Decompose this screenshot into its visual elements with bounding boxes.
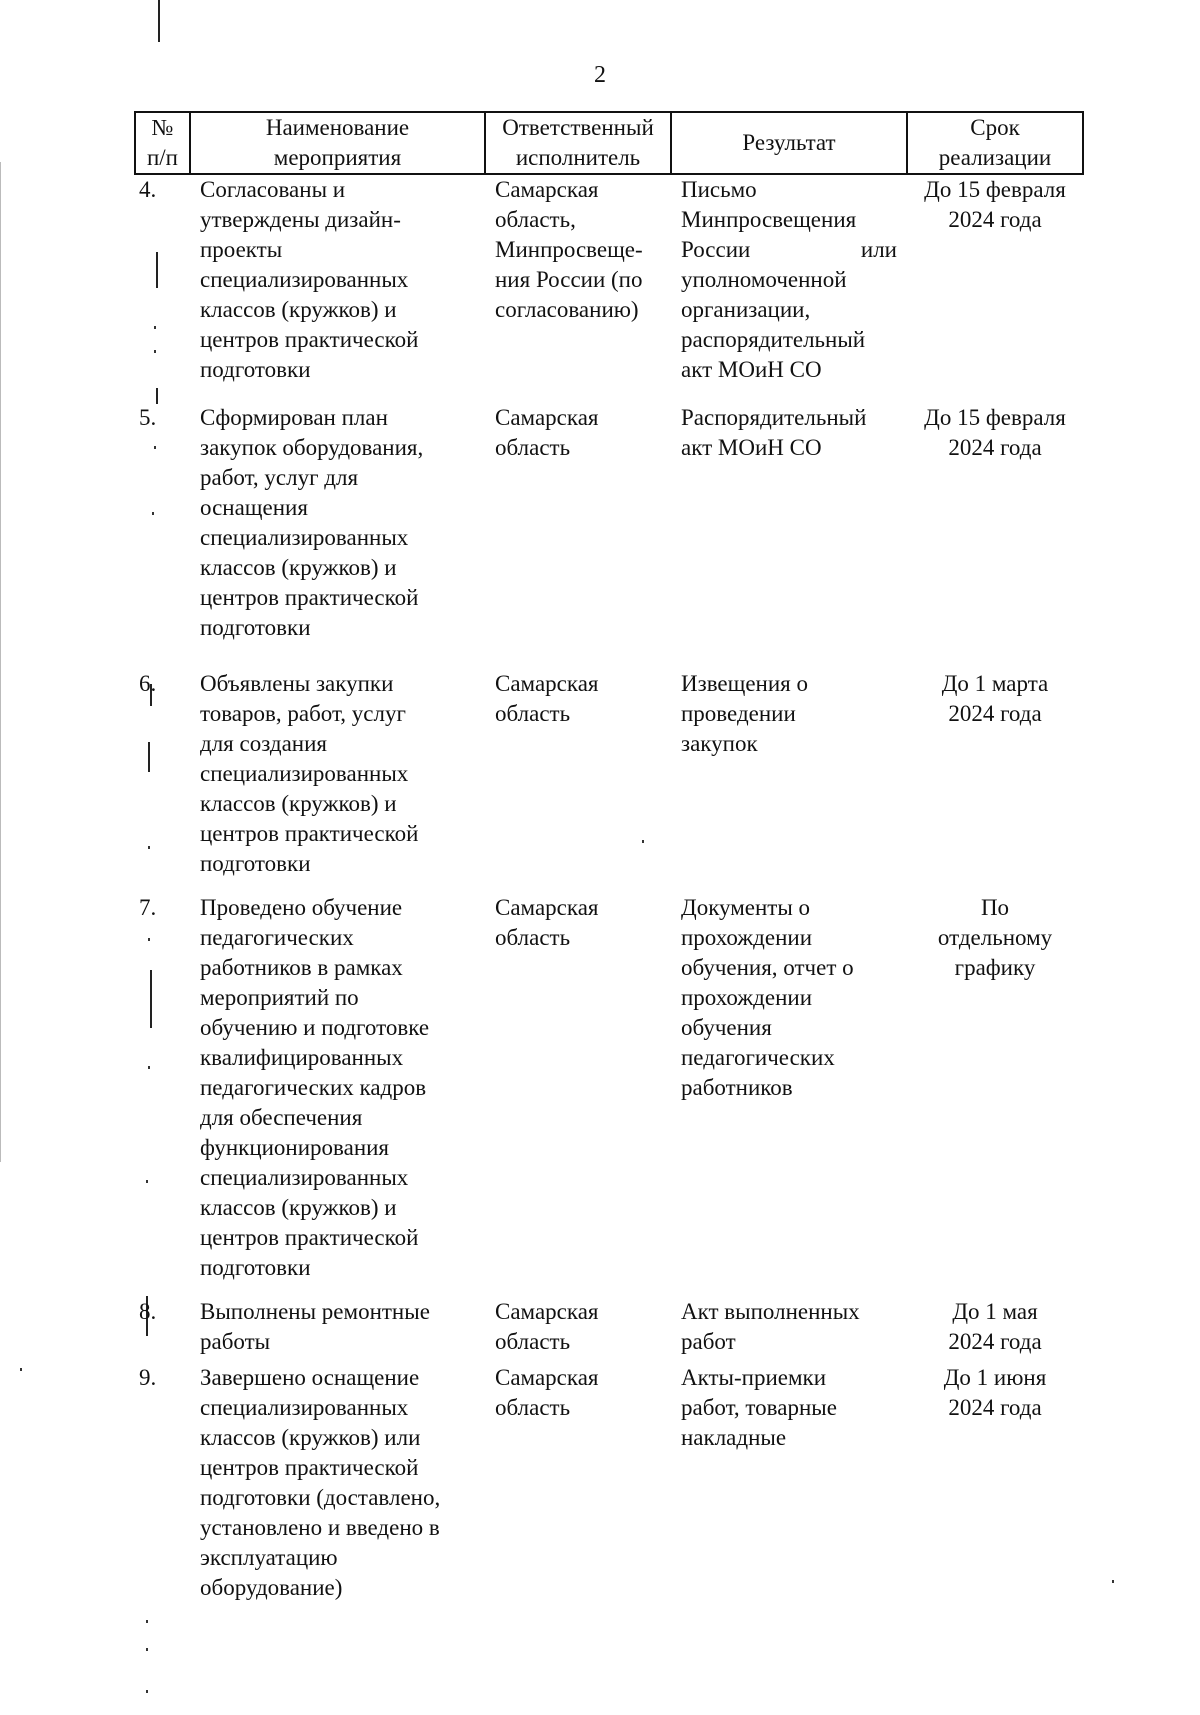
result-line: обучения [681, 1015, 772, 1040]
term-cell [907, 403, 1083, 669]
event-name-line: работников в рамках [200, 955, 403, 980]
result-line: прохождении [681, 985, 813, 1010]
event-name-line: подготовки [200, 615, 311, 640]
event-name-line: центров практической [200, 821, 419, 846]
result-cell [671, 669, 907, 893]
header-responsible-line: исполнитель [515, 145, 641, 170]
event-name-line: оборудование) [200, 1575, 343, 1600]
responsible-line: Самарская [495, 1365, 599, 1390]
event-name-line: классов (кружков) или [200, 1425, 421, 1450]
responsible-line: Самарская [495, 671, 599, 696]
event-name-line: проекты [200, 237, 283, 262]
result-line: педагогических [681, 1045, 835, 1070]
term-line: 2024 года [948, 1329, 1042, 1354]
scan-artifact [20, 1368, 22, 1371]
result-line: Минпросвещения [681, 207, 857, 232]
event-name-line: утверждены дизайн- [200, 207, 401, 232]
term-line: До 1 июня [943, 1365, 1047, 1390]
event-name-line: специализированных [200, 267, 409, 292]
result-line: проведении [681, 701, 796, 726]
event-name-line: Проведено обучение [200, 895, 403, 920]
scan-artifact [0, 162, 1, 1162]
term-cell [907, 893, 1083, 1297]
event-name-line: Завершено оснащение [200, 1365, 420, 1390]
row-number-cell [135, 1297, 190, 1363]
responsible-line: область [495, 435, 571, 460]
responsible-cell [485, 1297, 671, 1363]
term-line: До 1 мая [952, 1299, 1038, 1324]
result-line: работ, товарные [681, 1395, 837, 1420]
event-name-line: центров практической [200, 327, 419, 352]
event-name-line: классов (кружков) и [200, 555, 397, 580]
event-name-line: для создания [200, 731, 327, 756]
responsible-line: область, [495, 207, 576, 232]
event-name-cell [190, 1363, 485, 1603]
event-name-line: работы [200, 1329, 271, 1354]
term-cell [907, 669, 1083, 893]
event-name-cell [190, 403, 485, 669]
term-line: графику [954, 955, 1036, 980]
header-responsible-line: Ответственный [502, 115, 654, 140]
term-line: 2024 года [948, 701, 1042, 726]
result-line: уполномоченной [681, 267, 847, 292]
page-number: 2 [594, 62, 606, 88]
header-term-line: Срок [970, 115, 1020, 140]
event-name-cell [190, 174, 485, 403]
row-number: 5. [139, 405, 157, 430]
scan-artifact [158, 0, 160, 42]
header-responsible [485, 112, 671, 174]
responsible-cell [485, 669, 671, 893]
result-line: работников [681, 1075, 793, 1100]
event-name-line: специализированных [200, 761, 409, 786]
scan-artifact [1112, 1580, 1114, 1583]
table-row [135, 1363, 1083, 1603]
result-cell [671, 1363, 907, 1603]
row-number-cell [135, 669, 190, 893]
event-name-line: мероприятий по [200, 985, 359, 1010]
event-name-cell [190, 893, 485, 1297]
header-term [907, 112, 1083, 174]
event-name-line: педагогических [200, 925, 354, 950]
term-cell [907, 174, 1083, 403]
term-line: До 1 марта [941, 671, 1049, 696]
event-name-line: функционирования [200, 1135, 390, 1160]
event-name-line: центров практической [200, 1225, 419, 1250]
result-line: работ [681, 1329, 736, 1354]
header-result-line: Результат [742, 130, 836, 155]
result-line: Распорядительный [681, 405, 867, 430]
result-line: прохождении [681, 925, 813, 950]
term-line: отдельному [937, 925, 1053, 950]
event-name-line: педагогических кадров [200, 1075, 427, 1100]
event-name-line: обучению и подготовке [200, 1015, 430, 1040]
responsible-line: согласованию) [495, 297, 639, 322]
table-row [135, 669, 1083, 893]
responsible-line: Самарская [495, 405, 599, 430]
event-name-line: классов (кружков) и [200, 1195, 397, 1220]
table-row [135, 174, 1083, 403]
row-number-cell [135, 893, 190, 1297]
table-body [135, 174, 1083, 1603]
row-number-cell [135, 1363, 190, 1603]
events-table [134, 111, 1084, 1603]
result-line: акт МОиН СО [681, 357, 822, 382]
responsible-line: ния России (по [495, 267, 643, 292]
event-name-line: специализированных [200, 1165, 409, 1190]
event-name-line: Сформирован план [200, 405, 388, 430]
result-line: России или [681, 237, 897, 262]
result-line: Извещения о [681, 671, 808, 696]
table-row [135, 403, 1083, 669]
event-name-line: эксплуатацию [200, 1545, 338, 1570]
result-line: Акт выполненных [681, 1299, 860, 1324]
responsible-line: Самарская [495, 1299, 599, 1324]
term-line: По [980, 895, 1010, 920]
term-line: 2024 года [948, 1395, 1042, 1420]
responsible-line: область [495, 701, 571, 726]
responsible-cell [485, 403, 671, 669]
header-term-line: реализации [938, 145, 1052, 170]
event-name-line: подготовки [200, 851, 311, 876]
table-header-row [135, 112, 1083, 174]
result-cell [671, 174, 907, 403]
result-line: акт МОиН СО [681, 435, 822, 460]
result-line: Документы о [681, 895, 811, 920]
header-name-line: мероприятия [273, 145, 402, 170]
event-name-line: подготовки [200, 1255, 311, 1280]
event-name-line: для обеспечения [200, 1105, 363, 1130]
responsible-line: область [495, 925, 571, 950]
event-name-line: закупок оборудования, [200, 435, 424, 460]
term-line: 2024 года [948, 207, 1042, 232]
event-name-line: специализированных [200, 525, 409, 550]
row-number: 8. [139, 1299, 157, 1324]
table-row [135, 1297, 1083, 1363]
event-name-line: центров практической [200, 585, 419, 610]
row-number: 9. [139, 1365, 157, 1390]
header-number-line: № [151, 115, 174, 140]
term-cell [907, 1363, 1083, 1603]
event-name-line: оснащения [200, 495, 308, 520]
row-number-cell [135, 174, 190, 403]
event-name-line: Выполнены ремонтные [200, 1299, 430, 1324]
responsible-line: Самарская [495, 895, 599, 920]
header-number-line: п/п [146, 145, 178, 170]
event-name-line: классов (кружков) и [200, 297, 397, 322]
result-line: накладные [681, 1425, 787, 1450]
header-number [135, 112, 190, 174]
event-name-line: классов (кружков) и [200, 791, 397, 816]
event-name-line: работ, услуг для [200, 465, 359, 490]
term-line: До 15 февраля [924, 405, 1066, 430]
event-name-line: товаров, работ, услуг [200, 701, 406, 726]
responsible-line: Самарская [495, 177, 599, 202]
result-line: Акты-приемки [681, 1365, 827, 1390]
row-number: 6. [139, 671, 157, 696]
result-cell [671, 1297, 907, 1363]
responsible-line: область [495, 1395, 571, 1420]
term-cell [907, 1297, 1083, 1363]
row-number-cell [135, 403, 190, 669]
result-line: закупок [681, 731, 758, 756]
row-number: 4. [139, 177, 157, 202]
responsible-cell [485, 1363, 671, 1603]
term-line: 2024 года [948, 435, 1042, 460]
scan-artifact [146, 1620, 148, 1623]
event-name-line: специализированных [200, 1395, 409, 1420]
responsible-line: область [495, 1329, 571, 1354]
event-name-line: Объявлены закупки [200, 671, 394, 696]
event-name-line: центров практической [200, 1455, 419, 1480]
result-cell [671, 403, 907, 669]
event-name-line: квалифицированных [200, 1045, 404, 1070]
scan-artifact [146, 1648, 148, 1651]
responsible-cell [485, 174, 671, 403]
event-name-line: установлено и введено в [200, 1515, 440, 1540]
result-cell [671, 893, 907, 1297]
header-name [190, 112, 485, 174]
event-name-line: Согласованы и [200, 177, 346, 202]
result-line: распорядительный [681, 327, 866, 352]
event-name-cell [190, 669, 485, 893]
event-name-cell [190, 1297, 485, 1363]
term-line: До 15 февраля [924, 177, 1066, 202]
header-result [671, 112, 907, 174]
responsible-cell [485, 893, 671, 1297]
event-name-line: подготовки (доставлено, [200, 1485, 441, 1510]
result-line: обучения, отчет о [681, 955, 854, 980]
row-number: 7. [139, 895, 157, 920]
table-row [135, 893, 1083, 1297]
responsible-line: Минпросвеще- [495, 237, 643, 262]
header-name-line: Наименование [265, 115, 410, 140]
event-name-line: подготовки [200, 357, 311, 382]
scan-artifact [146, 1690, 148, 1693]
result-line: Письмо [681, 177, 757, 202]
result-line: организации, [681, 297, 811, 322]
